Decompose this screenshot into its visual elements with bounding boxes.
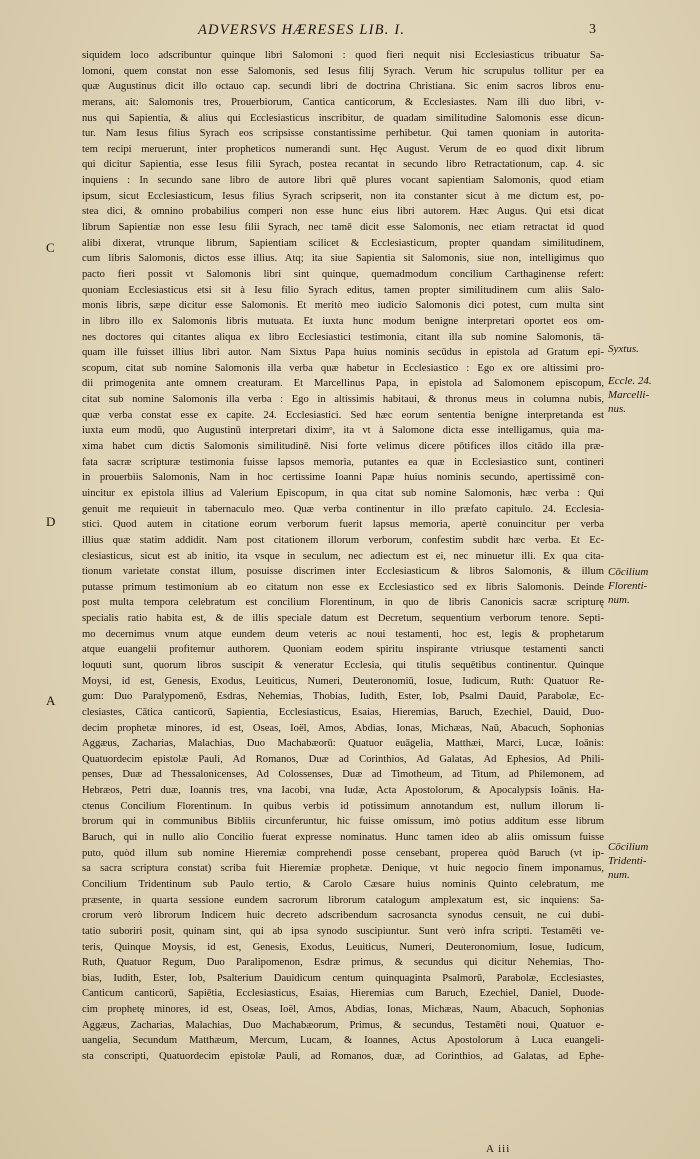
text-line: atque euangelii profitemur authorem. Quoniam eodem spiritu inspirante vtriusque testamenti sancti (82, 644, 604, 656)
margin-note-line: num. (608, 869, 630, 881)
section-marker-a: A (46, 693, 56, 708)
text-line: brorum qui in communibus Bibliis circunferuntur, hic fuisse omissum, imò potius additum esse librum (82, 816, 604, 828)
text-line: penses, Duæ ad Thessalonicenses, Ad Colossenses, Duæ ad Timotheum, ad Titum, ad Philemonem, ad (82, 769, 604, 781)
text-line: clesiasticus, sicut est ab initio, ita vsque in seculum, nec adiectum est ei, nec minuetur illi. Ex qua cita- (82, 550, 604, 562)
text-line: scopum, citat sub nomine Salomonis illa verba quæ habetur in Ecclesiastico : Ego ex ore altissimi pro- (82, 362, 604, 374)
text-line: clesiastes, Cātica canticorū, Sapientia, Ecclesiasticus, Esaias, Hieremias, Baruch, Ezechiel, Dauid, Duo- (82, 706, 604, 718)
text-line: qui dicitur Sapientia, esse Iesus filii Syrach, postea recantat in secundo libro Retractationum, cap. 4. sic (82, 159, 604, 171)
text-line: decim prophetæ minores, id est, Oseas, Ioël, Amos, Abdias, Ionas, Michæas, Naū, Abacuch, Sophonias (82, 722, 604, 734)
text-line: crorum verò librorum Indicem huic decreto adscribendum sacrosancta synodus censuit, ne cui dubi- (82, 910, 604, 922)
running-head: ADVERSVS HÆRESES LIB. I. (198, 22, 406, 38)
text-line: iuxta eum modū, quo Augustinū interpretari diximᵒ, ita vt à Salomone dicta esse intelligamus, quia ma- (82, 425, 604, 437)
text-line: Concilium Tridentinum sub Paulo tertio, & Carolo Cæsare huius nominis Quinto celebratum, me (82, 878, 604, 890)
margin-note-line: Marcelli- (608, 389, 650, 401)
text-line: stea dici, & omnino probabilius comperi non esse hunc eius libri autorem. Hæc Augus. Qui etsi dicat (82, 206, 604, 218)
text-line: sta conscripti, Quatuordecim epistolæ Pauli, ad Romanos, duæ, ad Corinthios, ad Galatas, ad Ephe- (82, 1051, 604, 1062)
margin-note-line: Florenti- (608, 580, 648, 592)
text-line: mo decernimus vnum atque eundem deum veteris ac noui testamenti, hoc est, legis & prophetarum (82, 628, 604, 640)
text-line: quam ille fuisset illius libri autor. Nam Sixtus Papa huius nominis secūdus in epistola ad Gratum epi- (82, 347, 604, 359)
text-line: stici. Quod autem in citatione eorum verborum fuerit lapsus memoria, apertè conuincitur per verba (82, 519, 604, 531)
text-line: nus qui Sapientia, & alius qui Ecclesiasticus inscribitur, de quadam similitudine Salomonis esse dicun- (82, 112, 604, 124)
text-line: Baruch, qui in nullo alio Concilio fuerat expresse nominatus. Hunc tamen ideo ab aliis omissum fuisse (82, 832, 604, 844)
text-line: nes doctores qui citantes aliqua ex libro Ecclesiastici testimonia, citant illa sub nomine Salomonis, tā- (82, 331, 604, 343)
text-line: tem recipi meruerunt, inter propheticos numerandi sunt. Hęc August. Verum de eo quod dixit librum (82, 143, 604, 155)
margin-note-line: Cōcilium (608, 566, 649, 578)
margin-note-line: Tridenti- (608, 855, 647, 867)
text-line: Quatuordecim epistolæ Pauli, Ad Romanos, Duæ ad Corinthios, Ad Galatas, Ad Ephesios, Ad Phili- (82, 753, 604, 765)
text-line: dii primogenita ante omnem creaturam. Et Marcellinus Papa, in epistola ad Salomonem episcopum, (82, 378, 604, 390)
body-text (82, 48, 604, 1065)
text-line: monis libris, sæpe dicitur esse Salomonis. Et meritò meo iudicio Salomonis dici potest, cum multa sint (82, 300, 604, 312)
text-line: Ruth, Quatuor Regum, Duo Paralipomenon, Esdræ primus, & secundus qui dicitur Nehemias, Tho- (82, 957, 604, 969)
margin-note-eccle (608, 374, 652, 416)
signature-mark: A iii (486, 1143, 511, 1155)
text-line: inquiens : In secundo sane libro de autore libri quē plures vocant sapientiam Salomonis, quod etiam (82, 175, 604, 187)
page-number: 3 (589, 22, 596, 37)
text-line: pacto fieri possit vt Salomonis libri sint quinque, quemadmodum concilium Carthaginense refert: (82, 268, 604, 280)
text-line: loquuti sunt, quorum libros suscipit & veneratur Ecclesia, qui titulis sequētibus continentur. Quinque (82, 659, 604, 671)
margin-note-florentinum (608, 565, 648, 607)
text-line: Canticum canticorū, Sapiētia, Ecclesiasticus, Esaias, Hieremias cum Baruch, Ezechiel, Daniel, Duode- (82, 988, 604, 1000)
text-line: ipsum, sicut Ecclesiasticum, Iesus filius Syrach scripserit, non ita constanter sicut à me dictum est, po- (82, 190, 604, 202)
margin-note-line: nus. (608, 403, 627, 415)
text-line: fata sacræ scripturæ testimonia fuisse lapsos memoria, putantes ea quæ in Ecclesiastico sunt, contineri (82, 456, 604, 468)
text-line: tur. Nam Iesus filius Syrach eos scripsisse constantissime perhibetur. Qui tamen quoniam in autorita- (82, 128, 604, 140)
text-line: ctenus Concilium Florentinum. In quibus verbis id potissimum annotandum est, nullum illorum li- (82, 800, 604, 812)
margin-note-line: Syxtus. (608, 343, 639, 355)
text-line: specialis ratio habita est, & de illis speciale datum est Decretum, sequentium verborum tenore. Septi- (82, 613, 604, 625)
margin-note-syxtus (608, 342, 639, 356)
text-line: tionum varietate constat illum, posuisse discrimen inter Ecclesiasticum & libros Salomonis, & illum (82, 566, 604, 578)
section-marker-d: D (46, 514, 56, 529)
text-line: in libro illo ex Salomonis libris mutuata. Et iuxta hunc modum benigne interpretari oportet eos om- (82, 315, 604, 327)
text-line: Aggæus, Zacharias, Malachias, Duo Machabæorū: Quatuor euāgelia, Matthæi, Marci, Lucæ, Ioānis: (82, 738, 604, 750)
text-line: lomoni, quem constat non esse Salomonis, sed Iesus filij Syrach. Verum hic scrupulus tollitur per ea (82, 65, 604, 77)
margin-note-tridentinum (608, 840, 648, 882)
margin-note-line: Eccle. 24. (608, 375, 652, 387)
text-line: teris, Quinque Moysis, id est, Genesis, Exodus, Leuiticus, Numeri, Deuteronomium, Iosue, Iudicum, (82, 941, 604, 953)
text-line: Hebræos, Petri duæ, Ioannis tres, vna Iacobi, vna Iudæ, Acta Apostolorum, & Apocalypsis Ioānis. Ha- (82, 785, 604, 797)
text-line: præsente, in quarta sessione eundem sacrorum librorum catalogum amplexatum est, sic inquiens: Sa- (82, 894, 604, 906)
text-line: cum libris Salomonis, dictos esse illius. Atq; ita siue Sapientia sit Salomonis, siue non, intelligimus quo (82, 253, 604, 265)
text-line: genuit me requieuit in tabernaculo meo. Quæ verba continentur in illo præfato capitulo. 24. Ecclesia- (82, 503, 604, 515)
margin-note-line: Cōcilium (608, 841, 649, 853)
text-line: bias, Iudith, Ester, Iob, Psalterium Dauidicum centum quinquaginta Psalmorū, Parabolæ, Ecclesiastes, (82, 972, 604, 984)
text-line: in prouerbiis Salomonis, Nam in hoc certissime Ioanni Papæ huius nominis secundo, apertissimē con- (82, 472, 604, 484)
text-line: Aggæus, Zacharias, Malachias, Duo Machabæorum, Primus, & secundus, Testamēti noui, Quatuor e- (82, 1019, 604, 1031)
text-line: post multa tempora celebratum est concilium Florentinum, in quo de libris Canonicis sacræ scripturę (82, 597, 604, 609)
text-line: uangelia, Secundum Matthæum, Mercum, Lucam, & Ioannes, Actus Apostolorum à Luca euangeli- (82, 1035, 604, 1047)
text-line: quoniam Ecclesiasticus etsi sit à Iesu filio Syrach editus, tamen propter similitudinem cum aliis Salo- (82, 284, 604, 296)
text-line: tatio suboriri posit, quinam sint, qui ab ipsa synodo suscipiuntur. Sunt verò infra scripti. Testamēti ve- (82, 925, 604, 937)
text-line: merans, ait: Salomonis tres, Prouerbiorum, Cantica canticorum, & Ecclesiastes. Nam illi duo libri, v- (82, 96, 604, 108)
margin-note-line: num. (608, 594, 630, 606)
text-line: puto, quòd illum sub nomine Hieremiæ comprehendi posse censebant, properea quòd Baruch (vt ip- (82, 847, 604, 859)
text-line: quæ Augustinus dicit illo octauo cap. secundi libri de doctrina Christiana. Sic enim sacros libros enu- (82, 81, 604, 93)
text-line: siquidem loco adscribuntur quinque libri Salomoni : quod fieri nequit nisi Ecclesiasticus tribuatur Sa- (82, 50, 604, 61)
text-line: quæ verba constat esse ex capite. 24. Ecclesiastici. Sed hæc eorum sententia benigne interpretanda est (82, 409, 604, 421)
text-line: uincitur ex epistola illius ad Valerium Episcopum, in qua citat sub nomine Salomonis, hæc verba : Qui (82, 487, 604, 499)
text-line: alibi dixerat, vtrunque librum, Sapientiam scilicet & Ecclesiasticum, propter quandam similitudinem, (82, 237, 604, 249)
text-line: xima habet cum dictis Salomonis similitudinē. Nisi forte velimus dicere pōtifices illos citādo illa præ- (82, 441, 604, 453)
text-line: putasse primum testimonium ab eo citatum non esse ex Ecclesiastico sed ex libris Salomonis. Deinde (82, 581, 604, 593)
text-line: sa sacra scriptura constat) scriba fuit Hieremiæ prophetæ. Denique, vt huic negocio finem imponamus, (82, 863, 604, 875)
section-marker-c: C (46, 240, 55, 255)
text-line: librum Sapientiæ non esse Iesu filii Syrach, nec tamē dicit esse Salomonis, nec etiam retractat id quod (82, 222, 604, 234)
text-line: cim prophetę minores, id est, Oseas, Ioël, Amos, Abdias, Ionas, Michæas, Naum, Abacuch, Sophonias (82, 1004, 604, 1016)
text-line: illius quæ statim addidit. Nam post citationem illorum verborum, confestim subdit hæc verba. Et Ec- (82, 534, 604, 546)
text-line: citat sub nomine Salomonis illa verba : Ego in altissimis habitaui, & thronus meus in columna nubis, (82, 394, 604, 406)
text-line: Moysi, id est, Genesis, Exodus, Leuiticus, Numeri, Deuteronomiū, Iosue, Iudicum, Ruth: Quatuor Re- (82, 675, 604, 687)
text-line: gum: Duo Paralypomenō, Esdras, Nehemias, Thobias, Iudith, Ester, Iob, Psalmi Dauid, Parabolæ, Ec- (82, 691, 604, 703)
